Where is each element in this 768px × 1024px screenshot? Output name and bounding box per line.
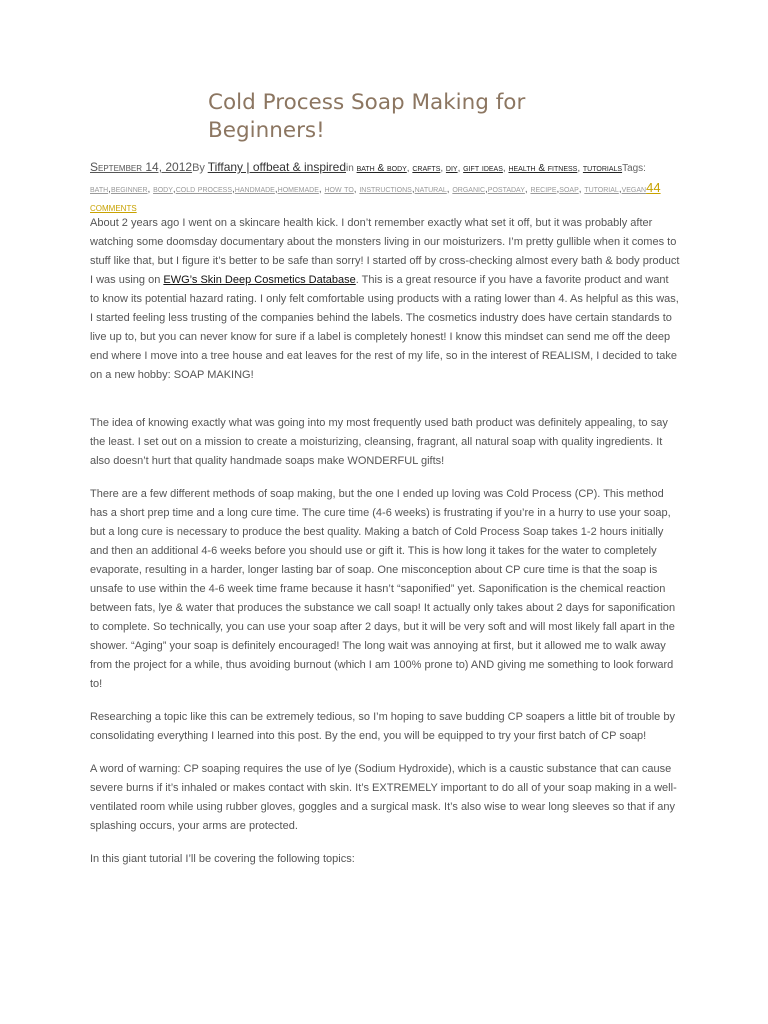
post-meta: September 14, 2012By Tiffany | offbeat & inspiredin bath & body, crafts, diy, gift ideas, health & fitness, tutorialsTags: bath,beginner, body,cold process,handmade,homemade, how to, instructions,natural, organic,postaday, recipe,soap, tutorial,vegan44 comments <box>90 160 661 214</box>
category-link[interactable]: tutorials <box>582 163 623 174</box>
tag-link[interactable]: bath <box>90 184 109 195</box>
post-content <box>90 214 680 883</box>
paragraph: The idea of knowing exactly what was going into my most frequently used bath product was definitely appealing, to say the least. I set out on a mission to create a moisturizing, cleansing, fragrant, all natural soap with quality ingredients. It also doesn’t hurt that quality handmade soaps make WONDERFUL gifts! <box>90 417 668 467</box>
tag-link[interactable]: recipe <box>530 184 557 195</box>
paragraph: In this giant tutorial I’ll be covering the following topics: <box>90 853 355 865</box>
author-link[interactable]: Tiffany | offbeat & inspired <box>207 160 346 174</box>
category-link[interactable]: crafts <box>412 163 441 174</box>
paragraph-text: About 2 years ago I went on a skincare health kick. I don’t remember exactly what set it off, but it was probably after watching some doomsday documentary about the monsters living in our moisturizers. I’m pretty gullible when it comes to stuff like that, but I figure it’s better to be safe than sorry! I started off by cross-checking almost every bath & body product I was using on <box>90 217 680 286</box>
tag-link[interactable]: instructions <box>359 184 412 195</box>
category-link[interactable]: gift ideas <box>463 163 503 174</box>
category-link[interactable]: bath & body <box>356 163 407 174</box>
tag-link[interactable]: handmade <box>234 184 275 195</box>
paragraph: There are a few different methods of soap making, but the one I ended up loving was Cold Process (CP). This method has a short prep time and a long cure time. The cure time (4-6 weeks) is frustrating if you’re in a hurry to use your soap, but a long cure is necessary to produce the best quality. Making a batch of Cold Process Soap takes 1-2 hours initially and then an additional 4-6 weeks before you should use or gift it. This is how long it takes for the water to completely evaporate, resulting in a harder, longer lasting bar of soap. One misconception about CP cure time is that the soap is unsafe to use within the 4-6 week time frame because it hasn’t “saponified” yet. Saponification is the chemical reaction between fats, lye & water that produces the substance we call soap! It actually only takes about 2 days for saponification to complete. So technically, you can use your soap after 2 days, but it will be very soft and will most likely fall apart in the shower. “Aging” your soap is definitely encouraged! The long wait was annoying at first, but it allowed me to walk away from the project for a while, thus avoiding burnout (which I am 100% prone to) AND giving me something to look forward to! <box>90 488 676 690</box>
tag-link[interactable]: beginner <box>110 184 148 195</box>
tag-link[interactable]: natural <box>414 184 447 195</box>
tag-link[interactable]: tutorial <box>584 184 619 195</box>
category-link[interactable]: health & fitness <box>508 163 578 174</box>
tag-link[interactable]: vegan <box>621 184 647 195</box>
tags-label: Tags: <box>622 163 646 174</box>
tag-link[interactable]: homemade <box>277 184 319 195</box>
tag-link[interactable]: postaday <box>487 184 525 195</box>
paragraph <box>90 214 680 385</box>
paragraph: A word of warning: CP soaping requires the use of lye (Sodium Hydroxide), which is a caustic substance that can cause severe burns if it’s inhaled or makes contact with skin. It’s EXTREMELY important to do all of your soap making in a well-ventilated room while using rubber gloves, goggles and a surgical mask. It’s also wise to wear long sleeves so that if any splashing occurs, your arms are protected. <box>90 763 677 832</box>
in-label: in <box>346 163 354 174</box>
by-label: By <box>192 162 205 174</box>
paragraph: Researching a topic like this can be extremely tedious, so I’m hoping to save budding CP soapers a little bit of trouble by consolidating everything I learned into this post. By the end, you will be equipped to try your first batch of CP soap! <box>90 711 675 742</box>
tag-link[interactable]: body <box>153 184 173 195</box>
post-title: Cold Process Soap Making for Beginners! <box>208 90 526 143</box>
tag-link[interactable]: soap <box>559 184 579 195</box>
paragraph-text: . This is a great resource if you have a favorite product and want to know its potential hazard rating. I only felt comfortable using products with a rating lower than 4. As helpful as this was, I started feeling less trusting of the companies behind the labels. The cosmetics industry does have certain standards to live up to, but you can never know for sure if a label is completely honest! I know this mindset can send me off the deep end where I move into a tree house and eat leaves for the rest of my life, so in the interest of REALISM, I decided to take on a new hobby: SOAP MAKING! <box>90 274 679 381</box>
tag-link[interactable]: organic <box>452 184 486 195</box>
tag-link[interactable]: cold process <box>175 184 233 195</box>
post-date-link[interactable]: September 14, 2012 <box>90 160 193 174</box>
tag-link[interactable]: how to <box>324 184 354 195</box>
comments-label: comments <box>90 202 137 214</box>
category-link[interactable]: diy <box>445 163 458 174</box>
comments-count: 44 <box>646 180 661 195</box>
ewg-database-link[interactable]: EWG’s Skin Deep Cosmetics Database <box>163 274 356 286</box>
